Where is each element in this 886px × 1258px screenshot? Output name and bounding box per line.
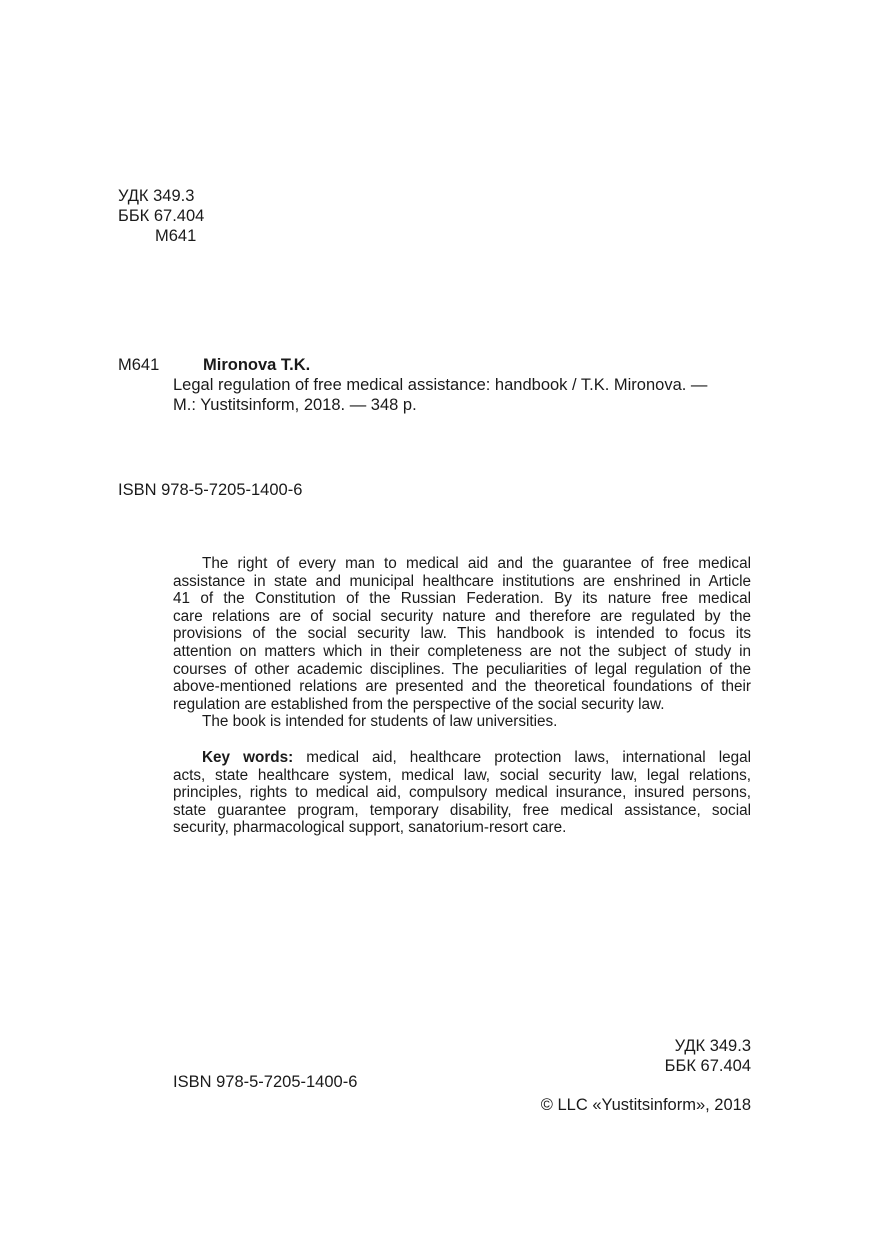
isbn-top: ISBN 978-5-7205-1400-6 — [118, 481, 303, 499]
isbn-footer: ISBN 978-5-7205-1400-6 — [173, 1073, 358, 1091]
entry-code: M641 — [118, 356, 160, 374]
abstract-line: care relations are of social security nature and therefore are regulated by the — [173, 607, 751, 625]
abstract — [173, 555, 751, 731]
udk-code-footer: УДК 349.3 — [674, 1037, 751, 1055]
author-name: Mironova T.K. — [203, 356, 311, 374]
keywords-line: acts, state healthcare system, medical law, social security law, legal relations, — [173, 766, 751, 784]
udk-code-top: УДК 349.3 — [118, 187, 195, 205]
keywords-label: Key words: — [202, 749, 294, 766]
keywords-first-line — [173, 749, 751, 767]
keywords-line: security, pharmacological support, sanatorium-resort care. — [173, 819, 567, 837]
abstract-line: courses of other academic disciplines. The peculiarities of legal regulation of the — [173, 660, 751, 678]
author-mark-top: M641 — [155, 227, 197, 245]
abstract-line: The right of every man to medical aid and the guarantee of free medical — [202, 555, 751, 572]
abstract-line: provisions of the social security law. This handbook is intended to focus its — [173, 625, 751, 643]
imprint-line: M.: Yustitsinform, 2018. — 348 p. — [173, 396, 417, 414]
abstract-line: regulation are established from the perspective of the social security law. — [173, 695, 665, 713]
abstract-line: 41 of the Constitution of the Russian Federation. By its nature free medical — [173, 590, 751, 608]
copyright-notice: © LLC «Yustitsinform», 2018 — [540, 1096, 751, 1114]
audience-note: The book is intended for students of law universities. — [202, 713, 558, 731]
keywords — [173, 749, 751, 837]
abstract-line: assistance in state and municipal healthcare institutions are enshrined in Article — [173, 572, 751, 590]
bbk-code-footer: ББК 67.404 — [664, 1057, 751, 1075]
keywords-line: principles, rights to medical aid, compulsory medical insurance, insured persons, — [173, 784, 751, 802]
abstract-line: above-mentioned relations are presented and the theoretical foundations of their — [173, 678, 751, 696]
keywords-line: state guarantee program, temporary disability, free medical assistance, social — [173, 801, 751, 819]
abstract-line: attention on matters which in their completeness are not the subject of study in — [173, 642, 751, 660]
bbk-code-top: ББК 67.404 — [118, 207, 205, 225]
title-line: Legal regulation of free medical assistance: handbook / T.K. Mironova. — — [173, 376, 708, 394]
keywords-line: medical aid, healthcare protection laws, international legal — [306, 749, 752, 766]
